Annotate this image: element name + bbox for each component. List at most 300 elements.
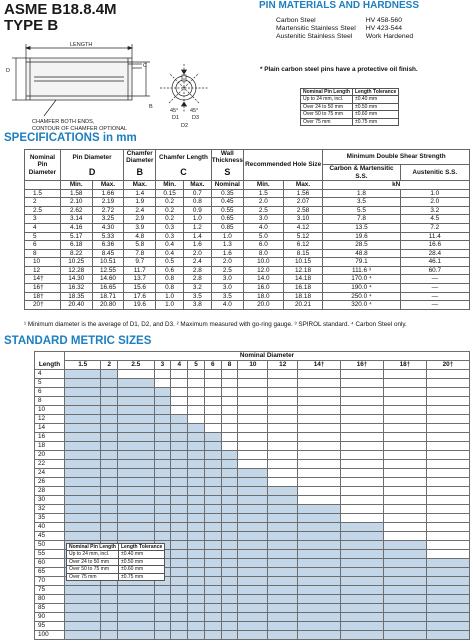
metric-size-cell bbox=[171, 559, 188, 568]
spec-cell: 4.5 bbox=[400, 215, 469, 224]
metric-diameter-header: 20† bbox=[426, 361, 469, 370]
metric-size-cell bbox=[118, 415, 154, 424]
metric-size-cell bbox=[204, 388, 221, 397]
metric-row bbox=[35, 397, 470, 406]
metric-size-cell bbox=[154, 424, 171, 433]
metric-size-cell bbox=[204, 415, 221, 424]
metric-size-cell bbox=[341, 415, 384, 424]
metric-size-cell bbox=[341, 370, 384, 379]
metric-length-cell: 50 bbox=[35, 541, 65, 550]
metric-size-cell bbox=[204, 469, 221, 478]
spec-cell: 48.8 bbox=[323, 249, 400, 258]
metric-size-cell bbox=[101, 595, 118, 604]
metric-size-cell bbox=[238, 595, 268, 604]
spec-cell: 20.40 bbox=[60, 301, 92, 310]
metric-size-cell bbox=[221, 388, 238, 397]
metric-size-cell bbox=[384, 613, 427, 622]
metric-length-header: Length bbox=[35, 352, 65, 370]
metric-size-cell bbox=[204, 433, 221, 442]
metric-size-cell bbox=[101, 622, 118, 631]
spec-header-chamfer-dia: Chamfer Diameter bbox=[124, 150, 156, 165]
metric-size-cell bbox=[221, 631, 238, 640]
spec-sub-max3: Max. bbox=[183, 181, 211, 189]
metric-size-cell bbox=[238, 496, 268, 505]
metric-size-cell bbox=[65, 460, 101, 469]
metric-size-cell bbox=[171, 550, 188, 559]
metric-size-cell bbox=[154, 631, 171, 640]
metric-size-cell bbox=[188, 622, 205, 631]
metric-size-cell bbox=[204, 397, 221, 406]
spec-cell: — bbox=[400, 292, 469, 301]
metric-size-cell bbox=[384, 577, 427, 586]
metric-size-cell bbox=[298, 424, 341, 433]
metric-length-cell: 5 bbox=[35, 379, 65, 388]
metric-row bbox=[35, 469, 470, 478]
metric-length-cell: 65 bbox=[35, 568, 65, 577]
metric-size-cell bbox=[341, 514, 384, 523]
metric-size-cell bbox=[268, 541, 298, 550]
metric-size-cell bbox=[238, 523, 268, 532]
spec-sub-max: Max. bbox=[92, 181, 124, 189]
spec-cell: 1.5 bbox=[243, 189, 283, 198]
metric-size-cell bbox=[188, 379, 205, 388]
spec-header-c: C bbox=[156, 165, 212, 181]
tolerance-b-row: Over 75 mm ±0.75 mm bbox=[67, 573, 165, 580]
metric-size-cell bbox=[171, 541, 188, 550]
metric-length-cell: 14 bbox=[35, 424, 65, 433]
tolerance-row: Over 24 to 50 mm ±0.50 mm bbox=[301, 103, 399, 110]
metric-size-cell bbox=[204, 460, 221, 469]
metric-size-cell bbox=[154, 532, 171, 541]
chamfer-note-2: CONTOUR OF CHAMFER OPTIONAL bbox=[32, 126, 127, 132]
metric-size-cell bbox=[426, 568, 469, 577]
spec-cell: 3.5 bbox=[183, 292, 211, 301]
metric-length-cell: 10 bbox=[35, 406, 65, 415]
spec-nominal-cell: 8 bbox=[25, 249, 61, 258]
spec-cell: 111.6 ³ bbox=[323, 266, 400, 275]
metric-size-cell bbox=[384, 478, 427, 487]
metric-size-cell bbox=[384, 514, 427, 523]
metric-size-cell bbox=[171, 397, 188, 406]
metric-size-cell bbox=[118, 487, 154, 496]
metric-length-cell: 28 bbox=[35, 487, 65, 496]
metric-size-cell bbox=[268, 613, 298, 622]
metric-size-cell bbox=[188, 568, 205, 577]
metric-size-cell bbox=[118, 496, 154, 505]
metric-size-cell bbox=[238, 451, 268, 460]
spec-sub-kn: kN bbox=[323, 181, 470, 189]
spec-cell: 19.6 bbox=[124, 301, 156, 310]
spec-cell: 0.15 bbox=[156, 189, 184, 198]
metric-size-cell bbox=[341, 613, 384, 622]
metric-size-cell bbox=[204, 595, 221, 604]
metric-size-cell bbox=[341, 541, 384, 550]
metric-size-cell bbox=[298, 433, 341, 442]
metric-size-cell bbox=[101, 379, 118, 388]
spec-cell: 1.0 bbox=[156, 301, 184, 310]
metric-size-cell bbox=[171, 424, 188, 433]
spec-cell: 0.65 bbox=[211, 215, 243, 224]
metric-size-cell bbox=[341, 550, 384, 559]
metric-size-cell bbox=[188, 433, 205, 442]
metric-size-cell bbox=[384, 460, 427, 469]
metric-size-cell bbox=[268, 595, 298, 604]
metric-size-cell bbox=[65, 586, 101, 595]
metric-length-cell: 70 bbox=[35, 577, 65, 586]
metric-size-cell bbox=[171, 631, 188, 640]
metric-size-cell bbox=[384, 550, 427, 559]
metric-size-cell bbox=[118, 514, 154, 523]
metric-size-cell bbox=[118, 397, 154, 406]
metric-size-cell bbox=[188, 370, 205, 379]
metric-size-cell bbox=[268, 523, 298, 532]
metric-row bbox=[35, 514, 470, 523]
tolerance-row: Over 75 mm ±0.75 mm bbox=[301, 118, 399, 125]
metric-size-cell bbox=[171, 595, 188, 604]
metric-length-cell: 16 bbox=[35, 433, 65, 442]
spec-cell: 0.45 bbox=[211, 198, 243, 207]
metric-nominal-header: Nominal Diameter bbox=[65, 352, 470, 361]
metric-size-cell bbox=[221, 568, 238, 577]
metric-size-cell bbox=[426, 595, 469, 604]
metric-size-cell bbox=[384, 523, 427, 532]
spec-cell: 3.5 bbox=[323, 198, 400, 207]
metric-size-cell bbox=[298, 469, 341, 478]
metric-size-cell bbox=[221, 514, 238, 523]
spec-cell: 18.35 bbox=[60, 292, 92, 301]
metric-size-cell bbox=[154, 379, 171, 388]
metric-length-cell: 35 bbox=[35, 514, 65, 523]
metric-size-cell bbox=[426, 559, 469, 568]
spec-cell: 190.0 ⁴ bbox=[323, 284, 400, 293]
metric-size-cell bbox=[238, 379, 268, 388]
spec-cell: 16.32 bbox=[60, 284, 92, 293]
metric-size-cell bbox=[204, 451, 221, 460]
spec-row bbox=[25, 258, 470, 267]
metric-size-cell bbox=[154, 595, 171, 604]
spec-cell: 19.6 bbox=[323, 232, 400, 241]
spec-nominal-cell: 2 bbox=[25, 198, 61, 207]
metric-diameter-header: 12 bbox=[268, 361, 298, 370]
spec-row bbox=[25, 266, 470, 275]
spec-cell: 2.5 bbox=[211, 266, 243, 275]
spec-cell: 5.0 bbox=[243, 232, 283, 241]
metric-size-cell bbox=[384, 568, 427, 577]
spec-nominal-cell: 4 bbox=[25, 223, 61, 232]
metric-length-cell: 4 bbox=[35, 370, 65, 379]
spec-cell: 3.25 bbox=[92, 215, 124, 224]
metric-size-cell bbox=[268, 532, 298, 541]
metric-diameter-header: 16† bbox=[341, 361, 384, 370]
metric-size-cell bbox=[154, 622, 171, 631]
metric-size-cell bbox=[204, 505, 221, 514]
metric-size-cell bbox=[118, 523, 154, 532]
metric-size-cell bbox=[65, 622, 101, 631]
metric-size-cell bbox=[154, 469, 171, 478]
metric-size-cell bbox=[171, 613, 188, 622]
metric-size-cell bbox=[154, 613, 171, 622]
metric-size-cell bbox=[154, 415, 171, 424]
metric-size-cell bbox=[384, 496, 427, 505]
spec-nominal-cell: 5 bbox=[25, 232, 61, 241]
metric-size-cell bbox=[238, 469, 268, 478]
metric-size-cell bbox=[204, 559, 221, 568]
spec-cell: 1.3 bbox=[211, 241, 243, 250]
metric-size-cell bbox=[171, 433, 188, 442]
metric-row bbox=[35, 586, 470, 595]
spec-cell: 6.36 bbox=[92, 241, 124, 250]
spec-row bbox=[25, 198, 470, 207]
metric-size-cell bbox=[154, 433, 171, 442]
metric-size-cell bbox=[171, 460, 188, 469]
metric-size-cell bbox=[384, 370, 427, 379]
metric-size-cell bbox=[238, 505, 268, 514]
metric-length-cell: 24 bbox=[35, 469, 65, 478]
metric-size-cell bbox=[101, 532, 118, 541]
metric-size-cell bbox=[238, 559, 268, 568]
metric-size-cell bbox=[298, 442, 341, 451]
metric-size-cell bbox=[154, 406, 171, 415]
metric-size-cell bbox=[426, 388, 469, 397]
spec-cell: 0.2 bbox=[156, 206, 184, 215]
metric-size-cell bbox=[101, 406, 118, 415]
spec-header-b: B bbox=[124, 165, 156, 181]
metric-size-cell bbox=[204, 424, 221, 433]
spec-cell: 5.12 bbox=[283, 232, 323, 241]
metric-size-cell bbox=[268, 379, 298, 388]
metric-size-cell bbox=[298, 622, 341, 631]
metric-size-cell bbox=[188, 424, 205, 433]
spec-cell: 2.10 bbox=[60, 198, 92, 207]
metric-size-cell bbox=[65, 496, 101, 505]
spec-header-pin-diameter: Pin Diameter bbox=[60, 150, 123, 165]
metric-size-cell bbox=[65, 442, 101, 451]
metric-size-cell bbox=[341, 496, 384, 505]
metric-size-cell bbox=[238, 514, 268, 523]
materials-note: * Plain carbon steel pins have a protective oil finish. bbox=[260, 66, 418, 73]
metric-size-cell bbox=[171, 406, 188, 415]
spec-cell: 79.1 bbox=[323, 258, 400, 267]
spec-cell: 4.8 bbox=[124, 232, 156, 241]
metric-size-cell bbox=[298, 451, 341, 460]
metric-row bbox=[35, 433, 470, 442]
metric-size-cell bbox=[171, 451, 188, 460]
tolerance-b-row: Over 50 to 75 mm ±0.60 mm bbox=[67, 566, 165, 573]
metric-size-cell bbox=[341, 568, 384, 577]
spec-cell: 18.0 bbox=[243, 292, 283, 301]
metric-size-cell bbox=[221, 622, 238, 631]
spec-cell: 13.5 bbox=[323, 223, 400, 232]
metric-size-cell bbox=[341, 424, 384, 433]
metric-size-cell bbox=[426, 496, 469, 505]
materials-row: Martensitic Stainless Steel HV 423-544 bbox=[276, 25, 402, 32]
spec-cell: 2.58 bbox=[283, 206, 323, 215]
metric-size-cell bbox=[238, 532, 268, 541]
metric-size-cell bbox=[341, 433, 384, 442]
metric-size-cell bbox=[221, 424, 238, 433]
spec-cell: 4.12 bbox=[283, 223, 323, 232]
spec-cell: 0.8 bbox=[156, 284, 184, 293]
spec-cell: 0.7 bbox=[183, 189, 211, 198]
spec-cell: 8.0 bbox=[243, 249, 283, 258]
metric-size-cell bbox=[204, 496, 221, 505]
metric-size-cell bbox=[341, 487, 384, 496]
pin-drawing bbox=[4, 40, 238, 132]
spec-cell: 15.6 bbox=[124, 284, 156, 293]
spec-header-hole: Recommended Hole Size bbox=[243, 150, 322, 181]
metric-size-cell bbox=[118, 586, 154, 595]
spec-cell: 0.4 bbox=[156, 241, 184, 250]
spec-row bbox=[25, 232, 470, 241]
spec-cell: 2.0 bbox=[243, 198, 283, 207]
spec-row bbox=[25, 284, 470, 293]
metric-size-cell bbox=[298, 379, 341, 388]
metric-size-cell bbox=[298, 532, 341, 541]
spec-cell: 3.0 bbox=[211, 275, 243, 284]
spec-cell: 14.18 bbox=[283, 275, 323, 284]
spec-cell: 3.2 bbox=[400, 206, 469, 215]
metric-size-cell bbox=[221, 550, 238, 559]
spec-cell: 12.55 bbox=[92, 266, 124, 275]
metric-diameter-header: 2.5 bbox=[118, 361, 154, 370]
metric-row bbox=[35, 532, 470, 541]
spec-row bbox=[25, 189, 470, 198]
metric-size-cell bbox=[188, 460, 205, 469]
spec-cell: 8.45 bbox=[92, 249, 124, 258]
metric-size-cell bbox=[101, 487, 118, 496]
spec-cell: 1.9 bbox=[124, 198, 156, 207]
tolerance-b-row: Up to 24 mm, incl. ±0.40 mm bbox=[67, 551, 165, 558]
metric-size-cell bbox=[341, 460, 384, 469]
specs-footnote: ¹ Minimum diameter is the average of D1, D2, and D3. ² Maximum measured with go-ring gauge. ³ SPIROL standard. ⁴ Carbon Steel only. bbox=[24, 321, 407, 328]
metric-size-cell bbox=[238, 487, 268, 496]
metric-size-cell bbox=[101, 388, 118, 397]
spec-cell: 60.7 bbox=[400, 266, 469, 275]
title-line-1: ASME B18.8.4M bbox=[4, 1, 117, 18]
metric-size-cell bbox=[298, 523, 341, 532]
spec-cell: 0.8 bbox=[183, 198, 211, 207]
spec-cell: 3.0 bbox=[243, 215, 283, 224]
metric-size-cell bbox=[298, 631, 341, 640]
metric-size-cell bbox=[384, 532, 427, 541]
metric-size-cell bbox=[298, 478, 341, 487]
metric-size-cell bbox=[188, 397, 205, 406]
spec-cell: — bbox=[400, 284, 469, 293]
spec-cell: 1.6 bbox=[183, 241, 211, 250]
metric-size-cell bbox=[65, 370, 101, 379]
spec-header-shear: Minimum Double Shear Strength bbox=[323, 150, 470, 165]
spec-header-wall: Wall Thickness bbox=[211, 150, 243, 165]
metric-size-cell bbox=[171, 514, 188, 523]
metric-size-cell bbox=[384, 586, 427, 595]
angle-label-left: 45° bbox=[170, 108, 179, 114]
metric-size-cell bbox=[426, 478, 469, 487]
metric-size-cell bbox=[238, 424, 268, 433]
spec-cell: 1.6 bbox=[211, 249, 243, 258]
spec-cell: 20.80 bbox=[92, 301, 124, 310]
metric-size-cell bbox=[154, 586, 171, 595]
metric-size-cell bbox=[65, 514, 101, 523]
metric-size-cell bbox=[118, 595, 154, 604]
metric-size-cell bbox=[238, 586, 268, 595]
spec-header-nominal: Nominal Pin Diameter bbox=[25, 150, 61, 181]
spec-nominal-cell: 16† bbox=[25, 284, 61, 293]
tolerance-b-header-length: Nominal Pin Length bbox=[67, 544, 119, 551]
spec-cell: 250.0 ⁴ bbox=[323, 292, 400, 301]
spec-cell: 170.0 ⁴ bbox=[323, 275, 400, 284]
metric-size-cell bbox=[204, 604, 221, 613]
metric-size-cell bbox=[204, 541, 221, 550]
metric-size-cell bbox=[221, 541, 238, 550]
metric-row bbox=[35, 442, 470, 451]
spec-cell: 3.14 bbox=[60, 215, 92, 224]
spec-cell: 8.15 bbox=[283, 249, 323, 258]
metric-size-cell bbox=[238, 415, 268, 424]
metric-size-cell bbox=[426, 379, 469, 388]
metric-size-cell bbox=[426, 424, 469, 433]
metric-size-cell bbox=[268, 496, 298, 505]
spec-header-austenitic: Austenitic S.S. bbox=[400, 165, 469, 181]
metric-size-cell bbox=[171, 469, 188, 478]
metric-size-cell bbox=[171, 370, 188, 379]
metric-size-cell bbox=[221, 595, 238, 604]
metric-length-cell: 40 bbox=[35, 523, 65, 532]
metric-size-cell bbox=[65, 613, 101, 622]
metric-size-cell bbox=[426, 604, 469, 613]
metric-size-cell bbox=[221, 451, 238, 460]
spec-cell: 10.0 bbox=[243, 258, 283, 267]
metric-size-cell bbox=[268, 415, 298, 424]
spec-cell: 0.6 bbox=[156, 266, 184, 275]
spec-row bbox=[25, 215, 470, 224]
metric-size-cell bbox=[268, 478, 298, 487]
materials-row: Carbon Steel HV 458-560 bbox=[276, 17, 402, 24]
metric-size-cell bbox=[154, 496, 171, 505]
dim-d-label: D bbox=[6, 68, 10, 74]
metric-size-cell bbox=[171, 496, 188, 505]
metric-size-cell bbox=[238, 388, 268, 397]
metric-size-cell bbox=[154, 451, 171, 460]
metric-size-cell bbox=[238, 577, 268, 586]
spec-cell: 1.0 bbox=[156, 292, 184, 301]
metric-size-cell bbox=[101, 415, 118, 424]
spec-cell: 8.22 bbox=[60, 249, 92, 258]
spec-cell: 2.8 bbox=[183, 275, 211, 284]
metric-size-cell bbox=[65, 604, 101, 613]
metric-size-cell bbox=[426, 415, 469, 424]
metric-size-cell bbox=[188, 496, 205, 505]
metric-size-cell bbox=[118, 532, 154, 541]
spec-sub-max4: Max. bbox=[283, 181, 323, 189]
metric-size-cell bbox=[154, 460, 171, 469]
length-label: LENGTH bbox=[70, 42, 93, 48]
metric-size-cell bbox=[221, 397, 238, 406]
spec-cell: 20.0 bbox=[243, 301, 283, 310]
metric-size-cell bbox=[204, 631, 221, 640]
metric-size-cell bbox=[221, 604, 238, 613]
metric-size-cell bbox=[204, 613, 221, 622]
metric-size-cell bbox=[384, 505, 427, 514]
metric-length-cell: 30 bbox=[35, 496, 65, 505]
metric-size-cell bbox=[384, 451, 427, 460]
spec-header-carbon: Carbon & Martensitic S.S. bbox=[323, 165, 400, 181]
metric-size-cell bbox=[188, 514, 205, 523]
metric-length-cell: 26 bbox=[35, 478, 65, 487]
metric-size-cell bbox=[188, 478, 205, 487]
metric-size-cell bbox=[204, 370, 221, 379]
spec-nominal-cell: 1.5 bbox=[25, 189, 61, 198]
spec-cell: 28.5 bbox=[323, 241, 400, 250]
